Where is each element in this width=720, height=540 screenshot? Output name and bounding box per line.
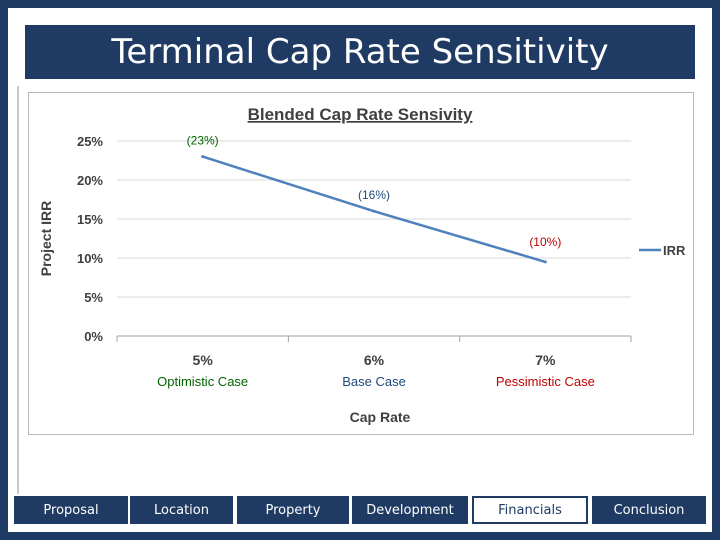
nav-property-label: Property: [265, 502, 321, 518]
legend-label: IRR: [663, 243, 686, 258]
y-tick-label: 15%: [76, 212, 103, 227]
nav-development[interactable]: [352, 496, 468, 524]
y-tick-label: 0%: [84, 329, 103, 344]
irr-line-chart: [29, 93, 695, 436]
nav-conclusion-label: Conclusion: [613, 502, 685, 518]
nav-financials-label: Financials: [498, 502, 562, 518]
data-label: (23%): [186, 133, 219, 148]
y-tick-label: 25%: [76, 134, 103, 149]
nav-location-label: Location: [154, 502, 209, 518]
nav-location[interactable]: [130, 496, 233, 524]
y-tick-label: 20%: [76, 173, 103, 188]
x-tick-label: 7%: [535, 352, 556, 368]
data-label: (10%): [529, 234, 562, 249]
nav-conclusion[interactable]: [592, 496, 706, 524]
y-axis-label: Project IRR: [38, 200, 54, 277]
y-tick-label: 5%: [84, 290, 103, 305]
x-tick-label: 6%: [363, 352, 385, 368]
chart-container: [28, 92, 694, 435]
nav-proposal-label: Proposal: [43, 502, 99, 518]
case-label: Base Case: [342, 374, 406, 389]
data-label: (16%): [357, 188, 391, 203]
slide-title: Terminal Cap Rate Sensitivity: [111, 32, 609, 72]
nav-proposal[interactable]: [14, 496, 128, 524]
irr-data-point: [201, 155, 204, 158]
irr-data-point: [544, 260, 547, 263]
case-label: Pessimistic Case: [495, 374, 595, 389]
x-tick-label: 5%: [192, 352, 213, 368]
x-axis-label: Cap Rate: [349, 409, 411, 425]
slide-title-bar: [25, 25, 695, 79]
nav-property[interactable]: [237, 496, 349, 524]
nav-development-label: Development: [366, 502, 454, 518]
irr-series-line: [203, 157, 546, 262]
nav-financials[interactable]: [472, 496, 588, 524]
case-label: Optimistic Case: [157, 374, 249, 389]
y-tick-label: 10%: [76, 251, 103, 266]
irr-data-point: [373, 210, 376, 213]
chart-title: Blended Cap Rate Sensivity: [247, 105, 473, 124]
